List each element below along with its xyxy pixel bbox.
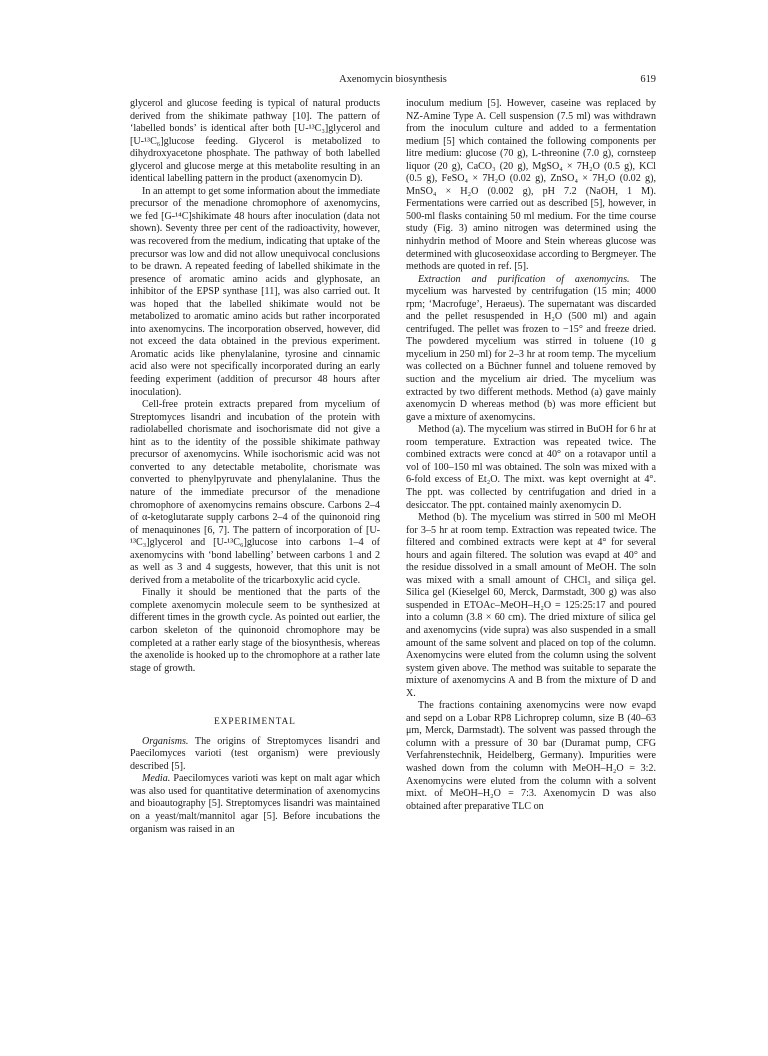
paragraph-growth-cycle: Finally it should be mentioned that the parts of the complete axenomycin molecule seem to be synthesized at different times in the growth cycle. As pointed out earlier, the carbon skeleton of the quinonoid chromophore may be completed at a rather early stage of the biosynthesis, whereas the axenolide is hooked up to the chromophore at a rather late stage of growth. [130, 587, 380, 674]
paragraph-shikimate-feeding: In an attempt to get some information about the immediate precursor of the menadione chromophore of axenomycins, we fed [G-¹⁴C]shikimate 48 hours after inoculation (data not shown). Seventy three per cent of the radioactivity, however, was recovered from the medium, indicating that uptake of the precursor was low and did not allow unequivocal conclusions to be drawn. A repeated feeding of labelled shikimate in the presence of aromatic amino acids and glyphosate, an inhibitor of the EPSP synthase [11], was also carried out. It was hoped that the labelled shikimate would not be metabolized to aromatic amino acids but rather incorporated into axenomycins. The incorporation observed, however, did not exceed the data obtained in the previous experiment. Aromatic acids like phenylalanine, tyrosine and cinnamic acid also were not specifically incorporated during an early feeding experiment (addition of precursor 48 hours after inoculation). [130, 185, 380, 398]
paragraph-media [130, 773, 380, 836]
left-column [130, 98, 380, 836]
right-column [406, 98, 656, 813]
running-header [130, 72, 656, 88]
paragraph-extraction-text: The mycelium was harvested by centrifugation (15 min; 4000 rpm; ‘Macrofuge’, Heraeus). The supernatant was discarded and the pellet resuspended in H₂O (500 ml) and again centrifuged. The pellet was frozen to −15° and freeze dried. The powdered mycelium was stirred in toluene (10 g mycelium in 250 ml) for 2–3 hr at room temp. The mycelium was collected on a Büchner funnel and toluene removed by suction and the mycelium air dried. The mycelium was extracted by two different methods. Method (a) gave mainly axenomycin D whereas method (b) was more efficient but gave a mixture of axenomycins. [406, 273, 656, 423]
section-heading-experimental: EXPERIMENTAL [214, 716, 296, 727]
paragraph-lobar-column: The fractions containing axenomycins were now evapd and sepd on a Lobar RP8 Lichroprep column, size B (40–63 μm, Merck, Darmstadt). The solvent was passed through the column with a pressure of 30 bar (Duramat pump, CFG Verfahrenstechnik, Heidelberg, Germany). Impurities were washed down from the column with MeOH–H₂O = 3:2. Axenomycins were eluted from the column with a solvent mixt. of MeOH–H₂O = 7:3. Axenomycin D was also obtained after preparative TLC on [406, 700, 656, 812]
paragraph-organisms-text: The origins of Streptomyces lisandri and Paecilomyces varioti (test organism) were previously described [5]. [130, 735, 380, 772]
running-title: Axenomycin biosynthesis [339, 74, 447, 85]
runin-media: Media. [142, 773, 171, 785]
paragraph-extraction [406, 274, 656, 425]
paragraph-cell-free-extracts: Cell-free protein extracts prepared from mycelium of Streptomyces lisandri and incubation of the protein with radiolabelled chorismate and isochorismate did not give a hint as to the identity of the possible shikimate pathway precursor of axenomycins. While isochorismic acid was not converted to any detectable metabolite, chorismate was converted to phenylpyruvate and phenylalanine. Thus the nature of the immediate precursor of the menadione chromophore of axenomycins remains obscure. Carbons 2–4 of α-ketoglutarate supply carbons 2–4 of the quinonoid ring of menaquinones [6, 7]. The pattern of incorporation of [U-¹³C₃]glycerol and [U-¹³C₆]glucose into carbons 1–4 of axenomycins with ‘bond labelling’ between carbons 1 and 2 as well as 3 and 4 suggests, however, that this unit is not derived from a metabolite of the tricarboxylic acid cycle. [130, 399, 380, 586]
paragraph-fermentation-medium: inoculum medium [5]. However, caseine was replaced by NZ-Amine Type A. Cell suspension (7.5 ml) was withdrawn from the inoculum culture and added to a fermentation medium [5] which contained the following components per litre medium: glucose (70 g), L-threonine (7.0 g), cornsteep liquor (20 g), CaCO₃ (20 g), MgSO₄ × 7H₂O (0.5 g), KCl (0.5 g), FeSO₄ × 7H₂O (0.02 g), ZnSO₄ × 7H₂O (0.02 g), MnSO₄ × H₂O (0.002 g), pH 7.2 (NaOH, 1 M). Fermentations were carried out as described [5], however, in 500-ml flasks containing 50 ml medium. For the time course study (Fig. 3) amino nitrogen was determined using the ninhydrin method of Moore and Stein whereas glucose was determined with glucoseoxidase according to Bergmeyer. The methods are quoted in ref. [5]. [406, 98, 656, 273]
runin-organisms: Organisms. [142, 735, 189, 747]
paragraph-organisms [130, 736, 380, 774]
paragraph-media-text: Paecilomyces varioti was kept on malt agar which was also used for quantitative determination of axenomycins and bioautography [5]. Streptomyces lisandri was maintained on a yeast/malt/mannitol agar [5]. Before incubations the organism was raised in an [130, 773, 380, 835]
page-number: 619 [640, 74, 656, 85]
runin-extraction: Extraction and purification of axenomycins. [418, 273, 630, 285]
paragraph-method-b: Method (b). The mycelium was stirred in 500 ml MeOH for 3–5 hr at room temp. Extraction was repeated twice. The filtered and combined extracts were kept at 4° for several hours and again filtered. The solution was evapd at 40° and the residue dissolved in a small amount of MeOH. The soln was mixed with a small amount of CHCl₃ and siliça gel. Silica gel (Kieselgel 60, Merck, Darmstadt, 300 g) was also suspended in ETOAc–MeOH–H₂O = 125:25:17 and poured into a column (3.8 × 60 cm). The dried mixture of silica gel and axenomycins (vide supra) was also suspended in a small amount of the same solvent and placed on top of the column. Axenomycins were eluted from the column using the solvent system given above. The method was suitable to separate the mixture of axenomycins A and B from the mixture of D and X. [406, 512, 656, 699]
paragraph-labelling-pattern: glycerol and glucose feeding is typical of natural products derived from the shikimate pathway [10]. The pattern of ‘labelled bonds’ is identical after both [U-¹³C₃]glycerol and [U-¹³C₆]glucose feeding. Glycerol is metabolized to dihydroxyacetone phosphate. The pathway of both labelled glycerol and glucose merge at this metabolite resulting in an identical labelling pattern in the product (axenomycin D). [130, 98, 380, 185]
paragraph-method-a: Method (a). The mycelium was stirred in BuOH for 6 hr at room temperature. Extraction was repeated twice. The combined extracts were concd at 40° on a rotavapor until a vol of 100–150 ml was obtained. The soln was mixed with a 6-fold excess of Et₂O. The mixt. was kept overnight at 4°. The ppt. was collected by centrifugation and dried in a desiccator. The ppt. contained mainly axenomycin D. [406, 424, 656, 511]
